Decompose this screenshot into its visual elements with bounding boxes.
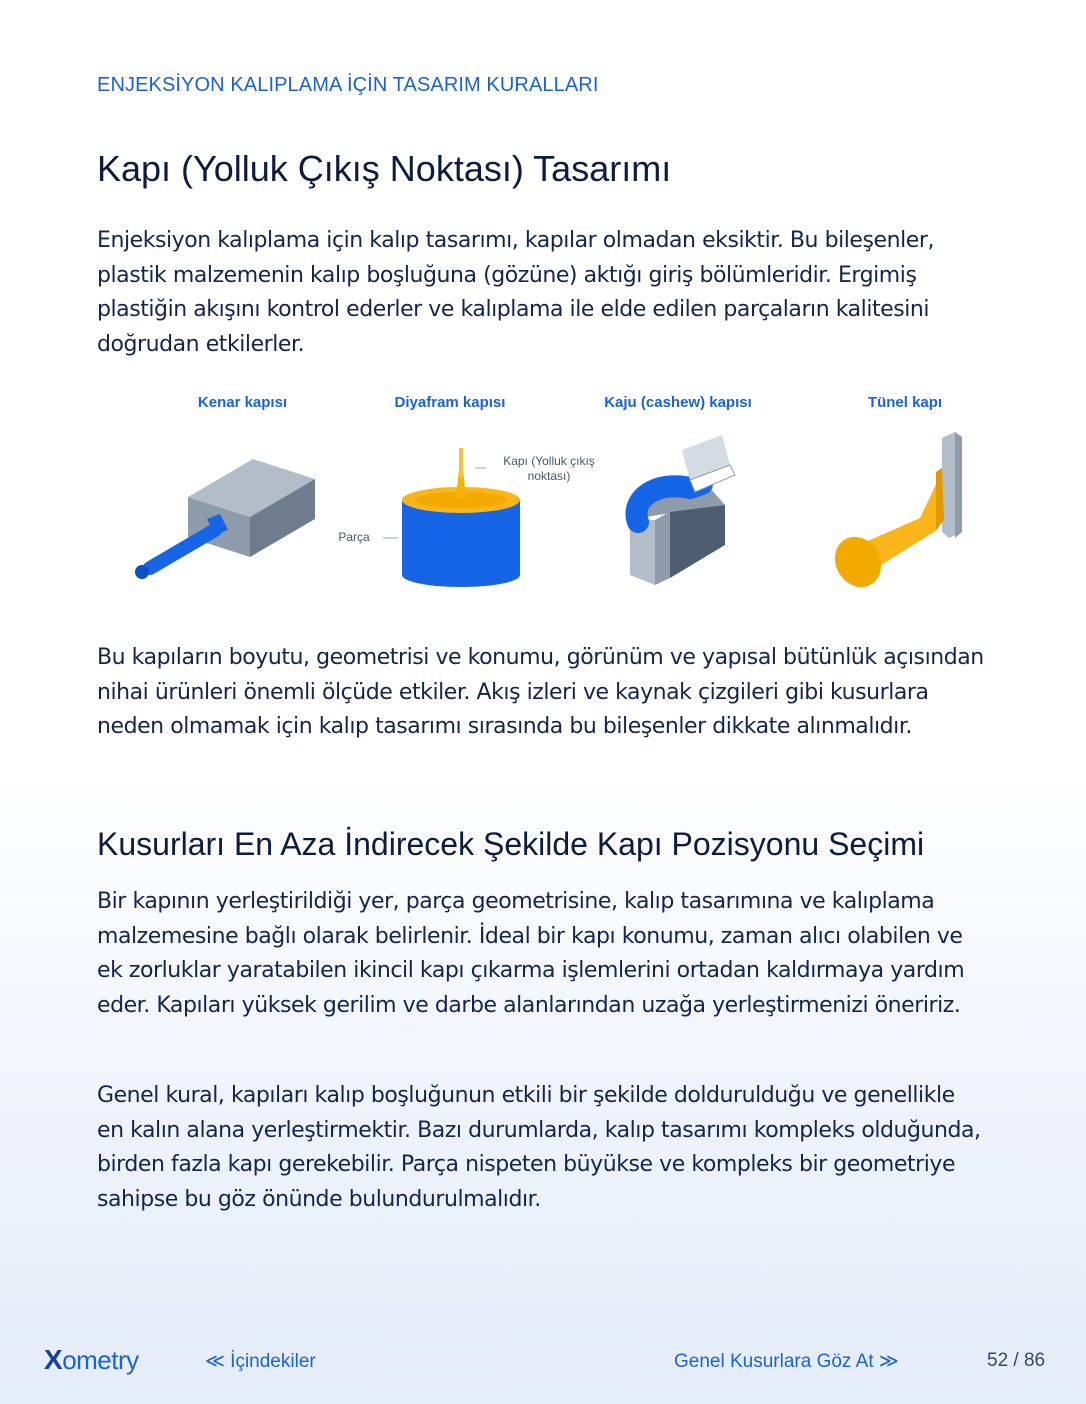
gate-types-illustration: [110, 380, 990, 610]
xometry-logo[interactable]: Xometry: [44, 1344, 139, 1375]
page-indicator: 52 / 86: [987, 1350, 1046, 1371]
edge-gate-illustration: [135, 459, 315, 579]
edge-gate-label: Kenar kapısı: [197, 394, 288, 411]
footer: [0, 1340, 1086, 1380]
next-section-link[interactable]: Genel Kusurlara Göz At ≫: [674, 1351, 899, 1372]
general-rule-paragraph: Genel kural, kapıları kalıp boşluğunun etkili bir şekilde doldurulduğu ve genellikle en kalın alana yerleştirmektir. Bazı durumlarda, kalıp tasarımı kompleks olduğunda, birden fazla kapı gerekebilir. Parça nispeten büyükse ve kompleks bir geometriye sahipse bu göz önünde bulundurulmalıdır.: [97, 1083, 981, 1212]
tunnel-gate-illustration: [826, 432, 962, 596]
gate-types-figure: [110, 380, 990, 610]
gate-impact-paragraph: Bu kapıların boyutu, geometrisi ve konumu, görünüm ve yapısal bütünlük açısından nihai ürünleri önemli ölçüde etkiler. Akış izleri ve kaynak çizgileri gibi kusurlara neden olmamak için kalıp tasarımı sırasında bu bileşenler dikkate alınmalıdır.: [97, 645, 984, 739]
section-kicker: ENJEKSİYON KALIPLAMA İÇİN TASARIM KURALLARI: [97, 74, 599, 96]
gate-position-paragraph: Bir kapının yerleştirildiği yer, parça geometrisine, kalıp tasarımına ve kalıplama malzemesine bağlı olarak belirlenir. İdeal bir kapı konumu, zaman alıcı olabilen ve ek zorluklar yaratabilen ikincil kapı çıkarma işlemlerini ortadan kaldırmaya yardım eder. Kapıları yüksek gerilim ve darbe alanlarından uzağa yerleştirmenizi öneririz.: [97, 889, 965, 1018]
table-of-contents-link[interactable]: ≪ İçindekiler: [205, 1351, 316, 1372]
page-title: Kapı (Yolluk Çıkış Noktası) Tasarımı: [97, 148, 672, 189]
cashew-gate-illustration: [630, 435, 735, 585]
intro-paragraph: Enjeksiyon kalıplama için kalıp tasarımı, kapılar olmadan eksiktir. Bu bileşenler, plastik malzemenin kalıp boşluğuna (gözüne) aktığı giriş bölümleridir. Ergimiş plastiğin akışını kontrol ederler ve kalıplama ile elde edilen parçaların kalitesini doğrudan etkilerler.: [97, 228, 934, 357]
tunnel-gate-label: Tünel kapı: [867, 394, 943, 411]
gate-annotation: Kapı (Yolluk çıkış noktası): [503, 454, 595, 483]
section-heading: Kusurları En Aza İndirecek Şekilde Kapı Pozisyonu Seçimi: [97, 826, 925, 862]
part-annotation: Parça: [338, 530, 370, 544]
cashew-gate-label: Kaju (cashew) kapısı: [604, 394, 752, 411]
diaphragm-gate-label: Diyafram kapısı: [394, 394, 506, 411]
